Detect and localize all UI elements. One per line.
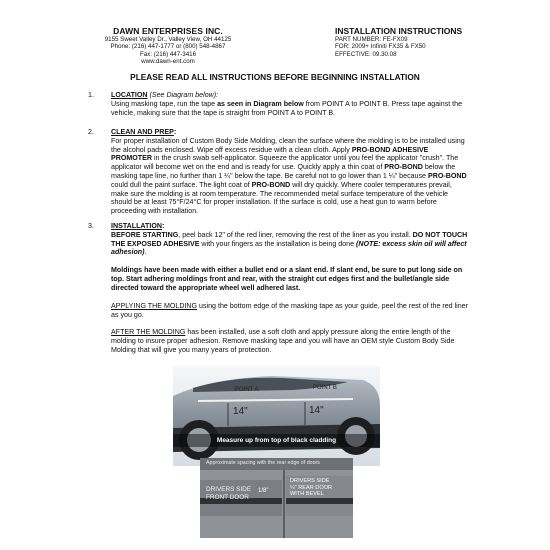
effective-date: EFFECTIVE: 09.30.08	[335, 50, 397, 58]
install-text-1: , peel back 12" of the red liner, removing the rest of the liner as you install.	[178, 230, 413, 239]
front-door-line-2: FRONT DOOR	[206, 493, 249, 501]
section-location	[88, 91, 468, 117]
company-fax: Fax: (216) 447-3416	[139, 50, 197, 58]
section-number: 2.	[88, 128, 94, 136]
install-bold-2: DO NOT TOUCH THE EXPOSED ADHESIVE	[111, 230, 468, 248]
rear-door-line-2: ¼" REAR DOOR	[290, 484, 333, 491]
measure-left-label: 14"	[233, 406, 248, 417]
rear-door-label	[290, 478, 332, 498]
clean-text-2: in the crush swab self-applicator. Squeeze the applicator until you feel the applicator "crush". The applicator will become wet on the end and is ready for use. Quickly apply a thin coat of	[111, 154, 459, 172]
section-clean-prep	[88, 128, 468, 216]
clean-bold-2: PRO-BOND	[384, 163, 423, 172]
applying-heading: APPLYING THE MOLDING	[111, 302, 198, 310]
applying-text: using the bottom edge of the masking tape as your guide, peel the rest of the red liner as you go.	[111, 302, 468, 319]
section-installation	[88, 222, 468, 257]
section-number: 3.	[88, 222, 94, 230]
after-heading: AFTER THE MOLDING	[111, 328, 186, 336]
install-text-end: .	[144, 248, 147, 257]
front-door-label	[206, 486, 251, 501]
clean-text-3: below the masking tape line, no further than 1 ¼" below the tape. Be careful not to go lower than 1 ¼" because	[111, 163, 456, 180]
vehicle-illustration	[173, 366, 380, 466]
clean-text-1: For proper installation of Custom Body Side Molding, clean the surface where the molding is to be installed using the alcohol pads enclosed. Wipe off excess residue with a clean cloth. Apply	[111, 136, 465, 154]
company-name: DAWN ENTERPRISES INC.	[113, 26, 223, 36]
location-text: Using masking tape, run the tape	[111, 99, 218, 108]
front-door-line-1: DRIVERS SIDE	[206, 486, 252, 493]
clean-bold-3: PRO-BOND	[427, 171, 467, 180]
molding-end-note: Moldings have been made with either a bullet end or a slant end. If slant end, be sure to put long side on top. Start adhering moldings front and rear, with the straight cut edges first and the bullet/angle side directed toward the appropriate wheel well adhered last.	[111, 266, 463, 292]
section-title: INSTALLATION	[111, 222, 162, 230]
company-phone: Phone: (216) 447-1777 or (800) 548-4867	[110, 43, 226, 51]
install-text-2: with your fingers as the installation is being done	[199, 239, 356, 248]
vehicle-fitment: FOR: 2009+ Infiniti FX35 & FX50	[335, 43, 426, 51]
rear-door-line-1: DRIVERS SIDE	[290, 478, 330, 484]
rear-door-line-3: WITH BEVEL	[290, 491, 324, 498]
spacing-note: Approximate spacing with the rear edge of doors	[206, 460, 320, 466]
section-title-note: (See Diagram below):	[149, 91, 219, 99]
after-paragraph	[111, 328, 468, 354]
measure-right-label: 14"	[309, 405, 324, 416]
company-website: www.dawn-ent.com	[141, 57, 195, 65]
clean-text-5: will dry quickly. Where cooler temperatures prevail, make sure the molding is at room temperature. The recommended metal surface temperature of the vehicle should be at least 75°F/24°C for proper installation. If the surface is cold, use a heat gun to warm before proceeding with installation.	[111, 180, 452, 216]
document-info-block	[335, 26, 495, 58]
applying-paragraph	[111, 302, 468, 320]
read-instructions-banner: PLEASE READ ALL INSTRUCTIONS BEFORE BEGINNING INSTALLATION	[130, 72, 420, 82]
document-title: INSTALLATION INSTRUCTIONS	[335, 26, 463, 36]
section-title-suffix: :	[161, 222, 165, 230]
install-bold-1: BEFORE STARTING	[111, 230, 179, 239]
clean-bold-1: PRO-BOND ADHESIVE PROMOTER	[111, 145, 429, 163]
install-note: (NOTE: excess skin oil will affect adhesion)	[111, 239, 467, 257]
after-text: has been installed, use a soft cloth and apply pressure along the entire length of the molding to insure proper adhesion. Remove masking tape and you will have an OEM style Custom Body Side Molding that will give you many years of protection.	[111, 328, 455, 354]
company-address: 9155 Sweet Valley Dr., Valley View, OH 44125	[104, 36, 232, 43]
part-number: PART NUMBER: FE-FX09	[335, 36, 408, 43]
section-title: LOCATION	[111, 91, 148, 99]
vehicle-diagram-photo	[173, 366, 380, 466]
location-text-end: from POINT A to POINT B. Press tape against the vehicle, making sure that the tape is straight from POINT A to POINT B.	[111, 99, 463, 117]
location-text-bold: as seen in Diagram below	[217, 99, 304, 108]
diagram-caption: Measure up from top of black cladding	[216, 437, 337, 444]
point-a-label: POINT A	[235, 387, 259, 393]
door-spacing-photo	[200, 458, 353, 538]
gap-label: 1/8"	[258, 488, 269, 494]
clean-bold-4: PRO-BOND	[251, 180, 291, 189]
section-title-suffix: :	[173, 128, 177, 136]
point-b-label: POINT B	[313, 385, 337, 391]
company-block	[88, 26, 248, 65]
section-number: 1.	[88, 91, 94, 99]
section-title: CLEAN AND PREP	[111, 128, 174, 136]
clean-text-4: could dull the paint surface. The light coat of	[111, 180, 252, 189]
